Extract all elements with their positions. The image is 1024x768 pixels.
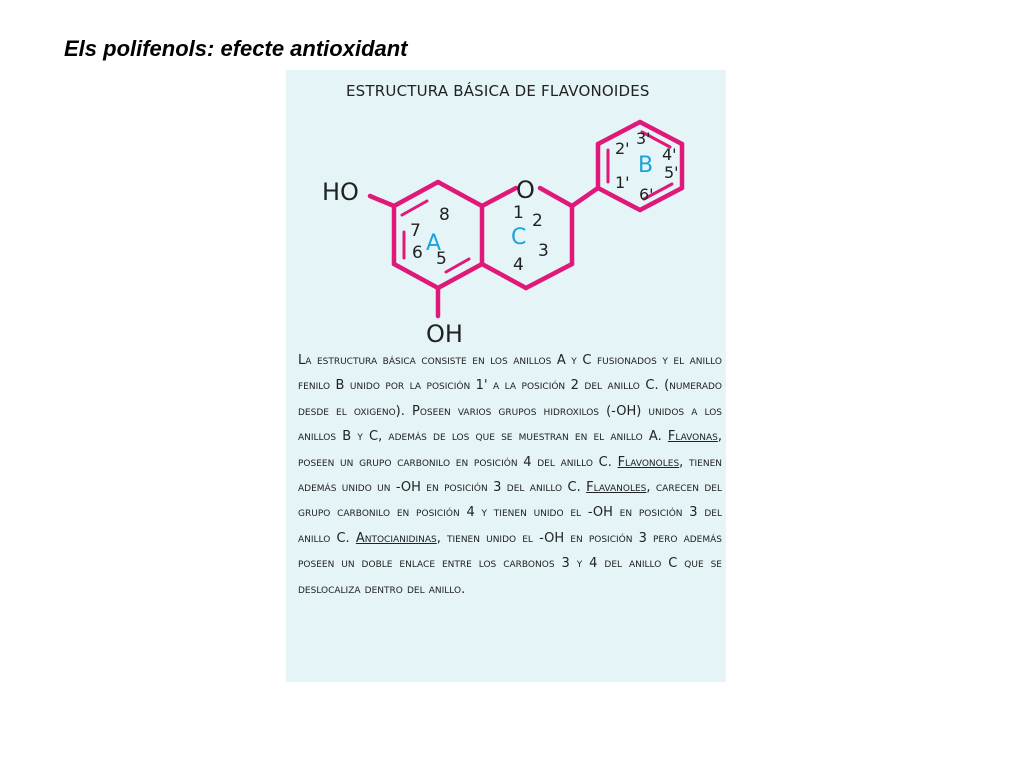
- flavonoid-structure-diagram: [286, 70, 726, 350]
- ring-c-number: 3: [538, 241, 549, 261]
- bond: [394, 264, 438, 288]
- ring-c-number: 1: [513, 203, 524, 223]
- ring-a-letter: A: [426, 231, 442, 256]
- bond: [540, 188, 572, 206]
- ring-b-number: 2': [615, 139, 630, 158]
- ring-a-number: 6: [412, 243, 423, 263]
- ring-c-letter: C: [511, 225, 527, 250]
- figure-heading: ESTRUCTURA BÁSICA DE FLAVONOIDES: [346, 82, 650, 100]
- term-flavonas: Flavonas: [667, 429, 718, 445]
- ring-oxygen-label: O: [516, 176, 535, 204]
- bond: [572, 188, 598, 206]
- ring-b-number: 1': [615, 173, 630, 192]
- description-text: La estructura básica consiste en los anillos A y C fusionados y el anillo fenilo B unido por la posición 1' a la posición 2 del anillo C. (numerado desde el oxigeno). Poseen varios grupos hidroxilos (-OH) unidos a los anillos B y C, además de los que se muestran en el anillo A.: [298, 353, 722, 445]
- description-text: , carecen del grupo carbonilo en posición 4 y tienen unido el -OH en posición 3 del anillo C.: [298, 480, 722, 546]
- bond: [402, 201, 427, 215]
- description-text: , poseen un grupo carbonilo en posición 4 del anillo C.: [298, 429, 722, 470]
- ring-a-number: 5: [436, 249, 447, 269]
- bonds: [370, 122, 682, 316]
- bond: [370, 196, 394, 206]
- bond: [446, 259, 469, 272]
- description-text: , tienen unido el -OH en posición 3 pero además poseen un doble enlace entre los carbonos 3 y 4 del anillo C que se deslocaliza dentro del anillo.: [298, 530, 723, 597]
- ring-b-letter: B: [638, 153, 654, 178]
- ring-c-number: 2: [532, 211, 543, 231]
- bond: [526, 264, 572, 288]
- ring-a-number: 8: [439, 205, 450, 225]
- figure-description: [298, 348, 722, 602]
- oh-label: OH: [426, 320, 463, 348]
- term-flavanoles: Flavanoles: [586, 480, 647, 496]
- ring-a-number: 7: [410, 221, 421, 241]
- ring-b-number: 5': [664, 163, 679, 182]
- term-flavonoles: Flavonoles: [617, 454, 680, 470]
- bond: [438, 182, 482, 206]
- slide-title: Els polifenols: efecte antioxidant: [64, 36, 408, 61]
- ring-b-number: 3': [636, 129, 651, 148]
- bond: [394, 182, 438, 206]
- term-antocianidinas: Antocianidinas: [355, 530, 437, 546]
- flavonoid-figure: [286, 70, 726, 682]
- description-text: , tienen además unido un -OH en posición 3 del anillo C.: [298, 454, 722, 496]
- ring-c-number: 4: [513, 255, 524, 275]
- ho-label: HO: [322, 178, 359, 206]
- bond: [482, 188, 516, 206]
- ring-b-number: 4': [662, 145, 677, 164]
- ring-b-number: 6': [639, 185, 654, 204]
